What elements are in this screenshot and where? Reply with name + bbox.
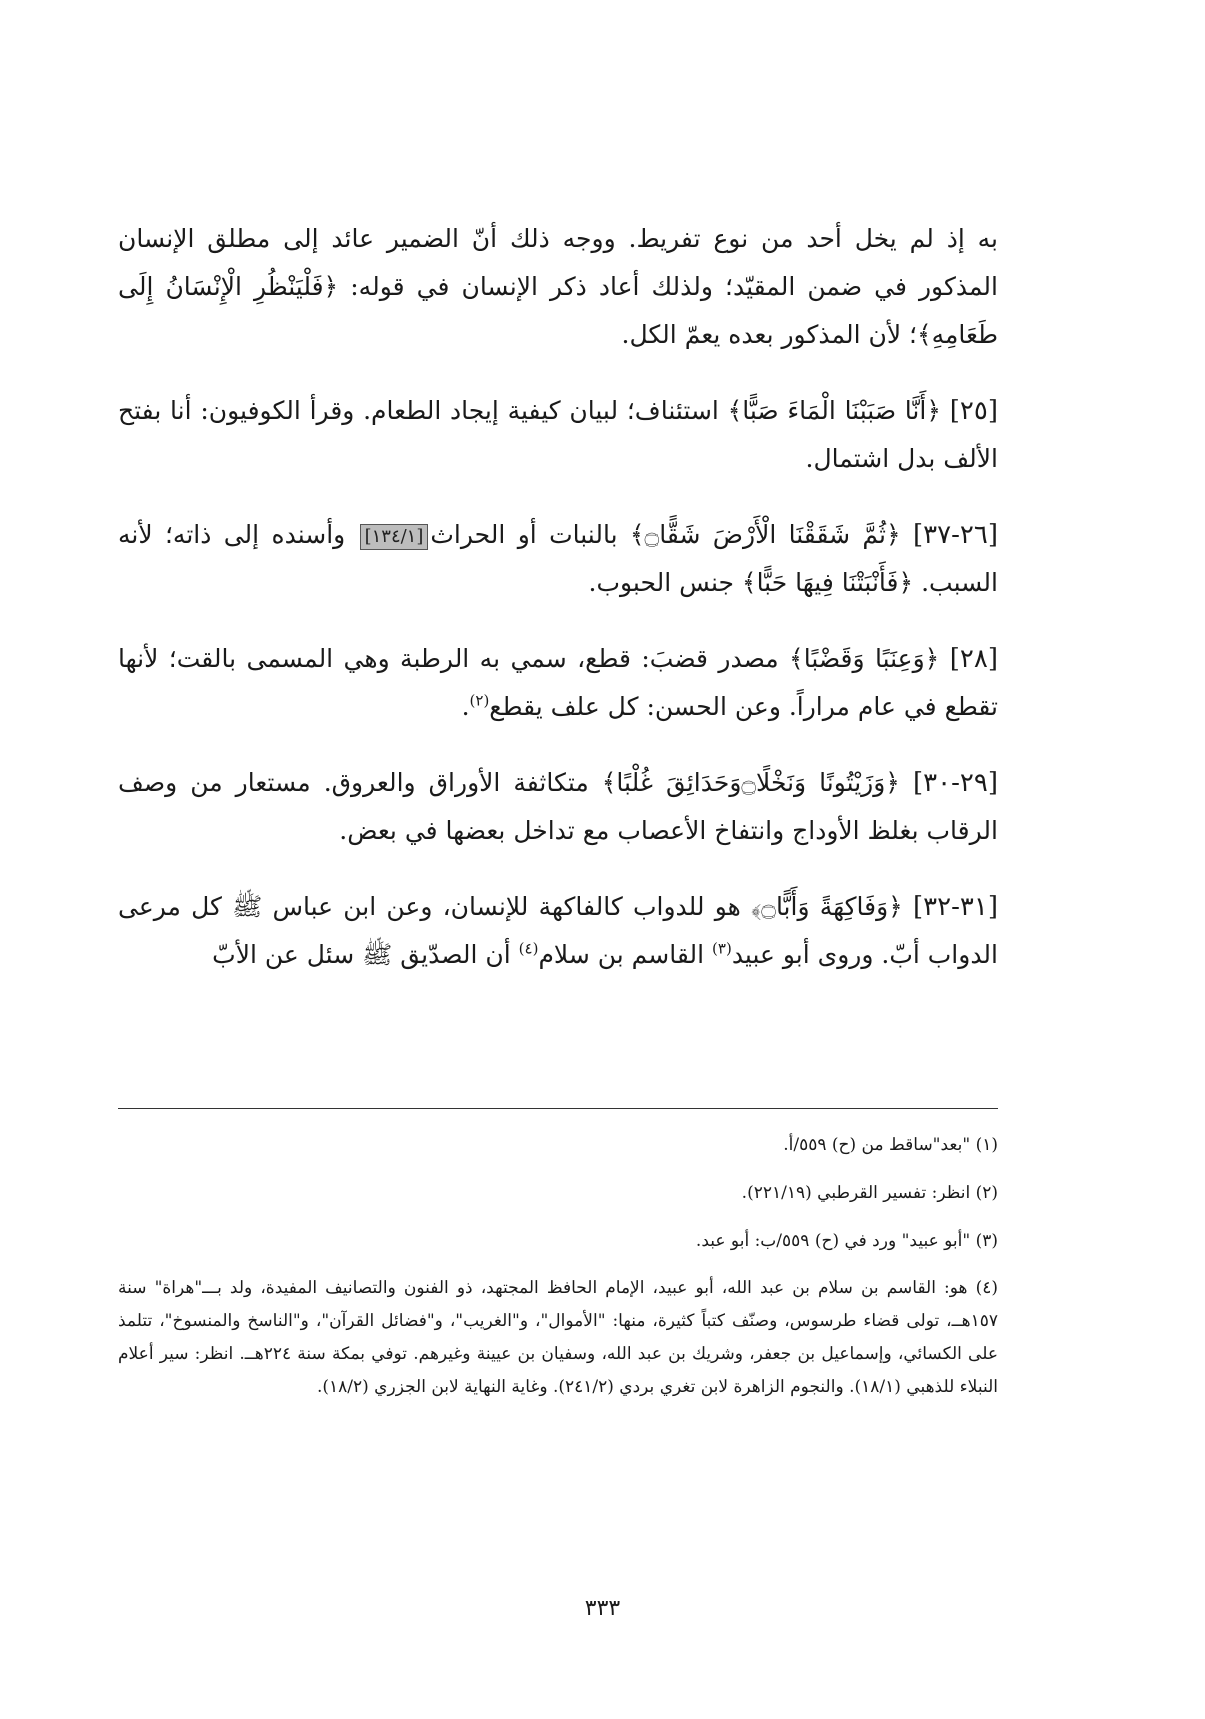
paragraph-4-end: . <box>461 692 470 721</box>
verse-number: [٣١-٣٢] <box>913 892 998 922</box>
main-text <box>118 215 998 1007</box>
footnote-1: (١) "بعد"ساقط من (ح) ٥٥٩/أ. <box>783 1135 998 1155</box>
paragraph-1 <box>118 215 998 359</box>
paragraph-2 <box>118 387 998 483</box>
paragraph-1-text: به إذ لم يخل أحد من نوع تفريط. ووجه ذلك أنّ الضمير عائد إلى مطلق الإنسان المذكور في ضمن المقيّد؛ ولذلك أعاد ذكر الإنسان في قوله: ﴿فَلْيَنْظُرِ الْإِنْسَانُ إِلَى طَعَامِهِ﴾؛ لأن المذكور بعده يعمّ الكل. <box>118 224 998 349</box>
paragraph-6-text-c: أن الصدّيق ﷺ سئل عن الأبّ <box>212 940 519 969</box>
paragraph-6 <box>118 883 998 979</box>
paragraph-6-text-b: القاسم بن سلام <box>538 940 713 969</box>
verse-number: [٢٥] <box>949 396 998 426</box>
footnote-ref-3: (٣) <box>712 939 732 958</box>
paragraph-3 <box>118 511 998 607</box>
verse-number: [٢٩-٣٠] <box>913 768 998 798</box>
footnote-ref-2: (٢) <box>469 691 490 710</box>
paragraph-5-text: ﴿وَزَيْتُونًا وَنَخْلًا۝وَحَدَائِقَ غُلْبًا﴾ متكاثفة الأوراق والعروق. مستعار من وصف الرقاب بغلظ الأوداج وانتفاخ الأعصاب مع تداخل بعضها في بعض. <box>118 768 998 845</box>
paragraph-4 <box>118 635 998 731</box>
page-number: ٣٣٣ <box>584 1596 621 1621</box>
verse-number: [٢٨] <box>949 644 998 674</box>
paragraph-5 <box>118 759 998 855</box>
paragraph-4-text: ﴿وَعِنَبًا وَقَضْبًا﴾ مصدر قضبَ: قطع، سمي به الرطبة وهي المسمى بالقت؛ لأنها تقطع في عام مراراً. وعن الحسن: كل علف يقطع <box>118 644 998 721</box>
verse-number: [٢٦-٣٧] <box>913 520 998 550</box>
paragraph-2-text: ﴿أَنَّا صَبَبْنَا الْمَاءَ صَبًّا﴾ استئناف؛ لبيان كيفية إيجاد الطعام. وقرأ الكوفيون: أنا بفتح الألف بدل اشتمال. <box>118 396 998 473</box>
manuscript-folio-stamp: [١٣٤/١] <box>360 524 429 550</box>
paragraph-6-text-a: ﴿وَفَاكِهَةً وَأَبًّا۝﴾ هو للدواب كالفاكهة للإنسان، وعن ابن عباس ﷺ كل مرعى الدواب أبّ. وروى أبو عبيد <box>118 892 998 969</box>
paragraph-3-text-a: ﴿ثُمَّ شَقَقْنَا الْأَرْضَ شَقًّا۝﴾ بالنبات أو الحراث <box>430 520 901 549</box>
footnote-3: (٣) "أبو عبيد" ورد في (ح) ٥٥٩/ب: أبو عبد. <box>695 1231 998 1251</box>
footnote-separator <box>118 1108 998 1109</box>
footnote-2: (٢) انظر: تفسير القرطبي (٢٢١/١٩). <box>741 1183 998 1203</box>
footnotes <box>118 1128 998 1418</box>
footnote-ref-4: (٤) <box>518 939 539 958</box>
paragraph-3-text-b: وأسنده إلى ذاته؛ لأنه السبب. ﴿فَأَنْبَتْنَا فِيهَا حَبًّا﴾ جنس الحبوب. <box>118 520 998 597</box>
footnote-4: (٤) هو: القاسم بن سلام بن عبد الله، أبو عبيد، الإمام الحافظ المجتهد، ذو الفنون والتصانيف المفيدة، ولد بـــ"هراة" سنة ١٥٧هــ، تولى قضاء طرسوس، وصنّف كتباً كثيرة، منها: "الأموال"، و"الغريب"، و"فضائل القرآن"، و"الناسخ والمنسوخ"، تتلمذ على الكسائي، وإسماعيل بن جعفر، وشريك بن عبد الله، وسفيان بن عيينة وغيرهم. توفي بمكة سنة ٢٢٤هــ. انظر: سير أعلام النبلاء للذهبي (١٨/١). والنجوم الزاهرة لابن تغري بردي (٢٤١/٢). وغاية النهاية لابن الجزري (١٨/٢). <box>118 1278 998 1397</box>
